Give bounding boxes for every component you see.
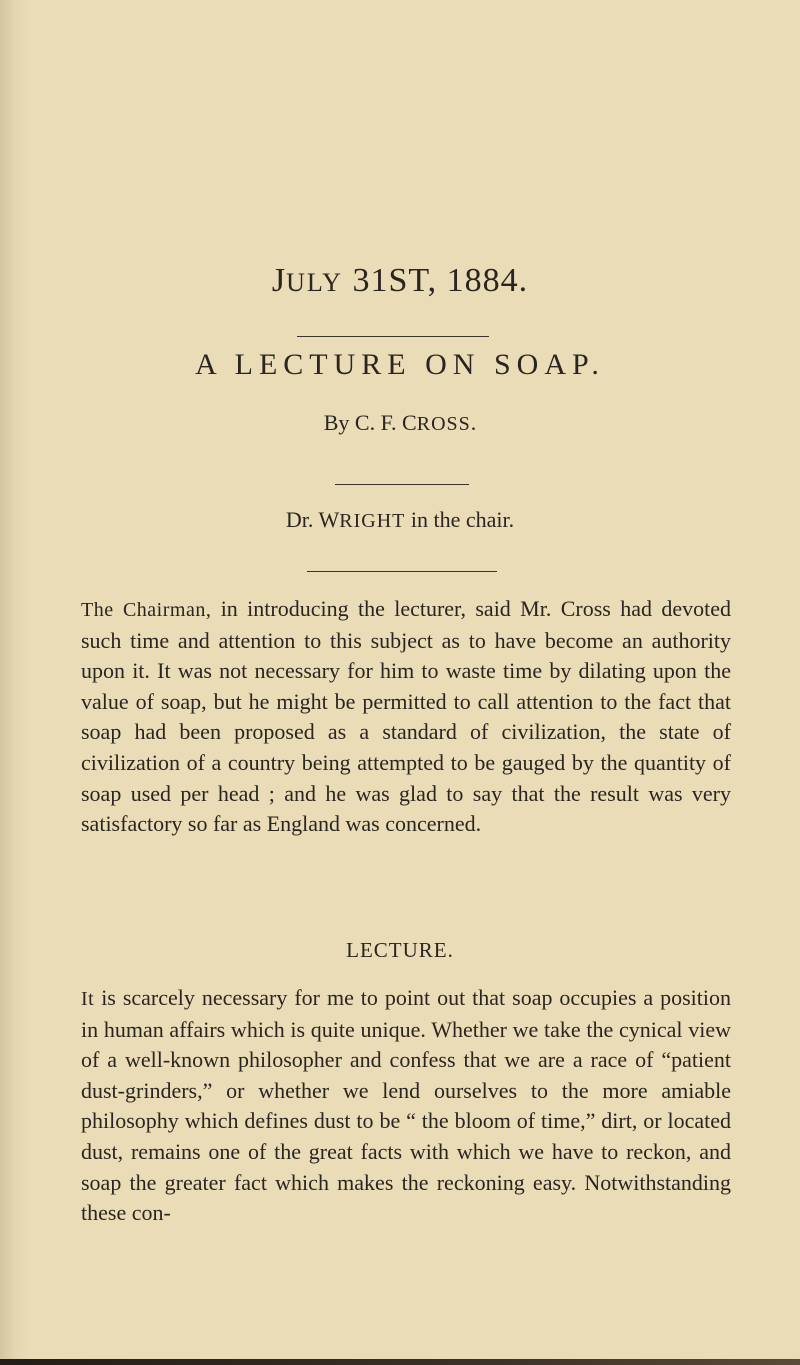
- chair-suffix: in the chair.: [405, 507, 515, 532]
- page-date: [0, 262, 800, 300]
- byline-suffix: .: [470, 410, 477, 435]
- author-small-caps: ROSS: [416, 413, 471, 435]
- page-bottom-edge: [0, 1359, 800, 1365]
- intro-paragraph: [81, 594, 731, 840]
- divider-rule: [307, 571, 497, 572]
- section-heading: LECTURE.: [346, 938, 454, 962]
- chair-small-caps: RIGHT: [339, 510, 406, 532]
- lecture-title: A LECTURE ON SOAP.: [195, 348, 605, 381]
- byline: [0, 410, 800, 436]
- divider-rule: [297, 336, 489, 337]
- lecture-lead: It: [81, 988, 95, 1010]
- chair-initial: W: [318, 507, 340, 532]
- chair-prefix: Dr.: [285, 507, 319, 532]
- author-initial: C: [402, 410, 417, 435]
- intro-lead: The Chairman,: [81, 599, 212, 621]
- intro-text: in introducing the lecturer, said Mr. Cross had devoted such time and attention to this subject as to have become an authority upon it. It was not necessary for him to waste time by dilating upon the value of soap, but he might be permitted to call attention to the fact that soap had been proposed as a standard of civilization, the state of civilization of a country being attempted to be gauged by the quantity of soap used per head ; and he was glad to say that the result was very satisfactory so far as England was concerned.: [81, 596, 731, 837]
- chair-line: [0, 507, 800, 533]
- lecture-text: is scarcely necessary for me to point out that soap occupies a position in human affairs which is quite unique. Whether we take the cynical view of a well-known philosopher and confess that we are a race of “patient dust-grinders,” or whether we lend ourselves to the more amiable philosophy which defines dust to be “ the bloom of time,” dirt, or located dust, remains one of the great facts with which we have to reckon, and soap the greater fact which makes the reckoning easy. Notwithstanding these con-: [81, 985, 731, 1226]
- date-small-caps: ULY: [286, 268, 343, 297]
- byline-prefix: By C. F.: [323, 410, 403, 435]
- lecture-paragraph: [81, 983, 731, 1229]
- divider-rule: [335, 484, 469, 485]
- date-initial: J: [271, 262, 287, 299]
- date-rest: 31ST, 1884.: [342, 262, 529, 299]
